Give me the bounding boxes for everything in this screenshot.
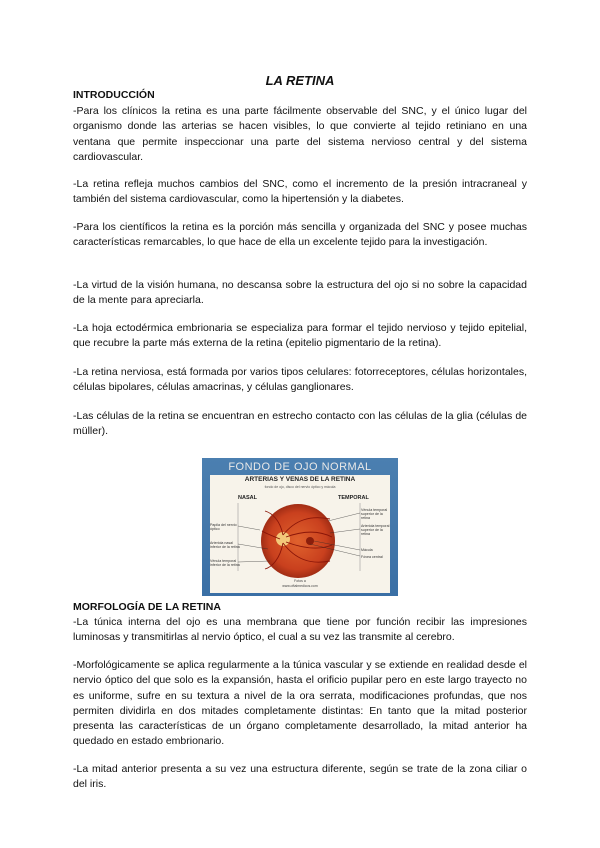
paragraph: -La hoja ectodérmica embrionaria se especializa para formar el tejido nervioso y tejido epitelial, que recubre la parte más externa de la retina (epitelio pigmentario de la retina).: [73, 322, 527, 350]
nasal-label: NASAL: [238, 495, 257, 501]
figure-label: Vénula temporal inferior de la retina: [210, 559, 240, 568]
paragraph: -Para los científicos la retina es la porción más sencilla y organizada del SNC y posee muchas características remarcables, lo que hace de ella un excelente tejido para la investigación.: [73, 221, 527, 249]
paragraph: -La retina refleja muchos cambios del SNC, como el incremento de la presión intracraneal y también del sistema cardiovascular, como la hipertensión y la diabetes.: [73, 178, 527, 206]
paragraph: -Para los clínicos la retina es una parte fácilmente observable del SNC, y el único lugar del organismo donde las arterias se hacen visibles, lo que convierte al tejido retiniano en una ventana que permite inspeccionar una parte del sistema nervioso central y del sistema cardiovascular.: [73, 105, 527, 163]
document-title: LA RETINA: [265, 73, 335, 88]
figure-subtitle: ARTERIAS Y VENAS DE LA RETINA: [244, 476, 356, 483]
figure-label: Arteriola temporal superior de la retina: [361, 524, 390, 537]
figure-banner: FONDO DE OJO NORMAL: [228, 461, 372, 473]
paragraph: -La retina nerviosa, está formada por varios tipos celulares: fotorreceptores, células horizontales, células bipolares, células amacrinas, y células ganglionares.: [73, 366, 527, 394]
paragraph: -Morfológicamente se aplica regularmente a la túnica vascular y se extiende en realidad desde el nervio óptico del que solo es la expansión, hasta el orificio pupilar pero en este largo trayecto no es uniforme, sufre en su textura a nivel de la ora serrata, modificaciones profundas, que nos permiten dividirla en dos mitades completamente distintas: En tanto que la mitad posterior presenta las características de un órgano completamente desarrollado, la mitad anterior ha quedado en estado embrionario.: [73, 659, 527, 748]
figure-label: Arteriola nasal inferior de la retina: [210, 541, 240, 550]
macula-spot: [306, 537, 314, 545]
paragraph: -La mitad anterior presenta a su vez una estructura diferente, según se trate de la zona ciliar o del iris.: [73, 763, 527, 791]
figure-panel: [210, 475, 390, 593]
paragraph: -La túnica interna del ojo es una membrana que tiene por función recibir las impresiones luminosas y transmitirlas al nervio óptico, el cual a su vez las transmite al cerebro.: [73, 616, 527, 644]
paragraph: -La virtud de la visión humana, no descansa sobre la estructura del ojo si no sobre la capacidad de la mente para apreciarla.: [73, 279, 527, 307]
figure-label: Mácula: [361, 548, 373, 552]
figure-credit: [270, 579, 330, 588]
figure-label: Vénula temporal superior de la retina: [361, 508, 388, 521]
figure-label: Fóvea central: [361, 555, 383, 559]
figure-caption: fondo de ojo, disco del nervio óptico y mácula: [264, 485, 336, 489]
paragraph: -Las células de la retina se encuentran en estrecho contacto con las células de la glia (células de müller).: [73, 410, 527, 438]
figure-credit-site: www.oftalmedicos.com: [282, 583, 318, 588]
retina-fundus-figure: [202, 458, 398, 596]
figure-credit-prefix: Fotos a: [294, 579, 306, 583]
temporal-label: TEMPORAL: [338, 495, 369, 501]
section-heading-introduccion: INTRODUCCIÓN: [73, 89, 155, 101]
section-heading-morfologia: MORFOLOGÍA DE LA RETINA: [73, 601, 221, 613]
figure-label: Papila del nervio óptico: [210, 523, 237, 532]
